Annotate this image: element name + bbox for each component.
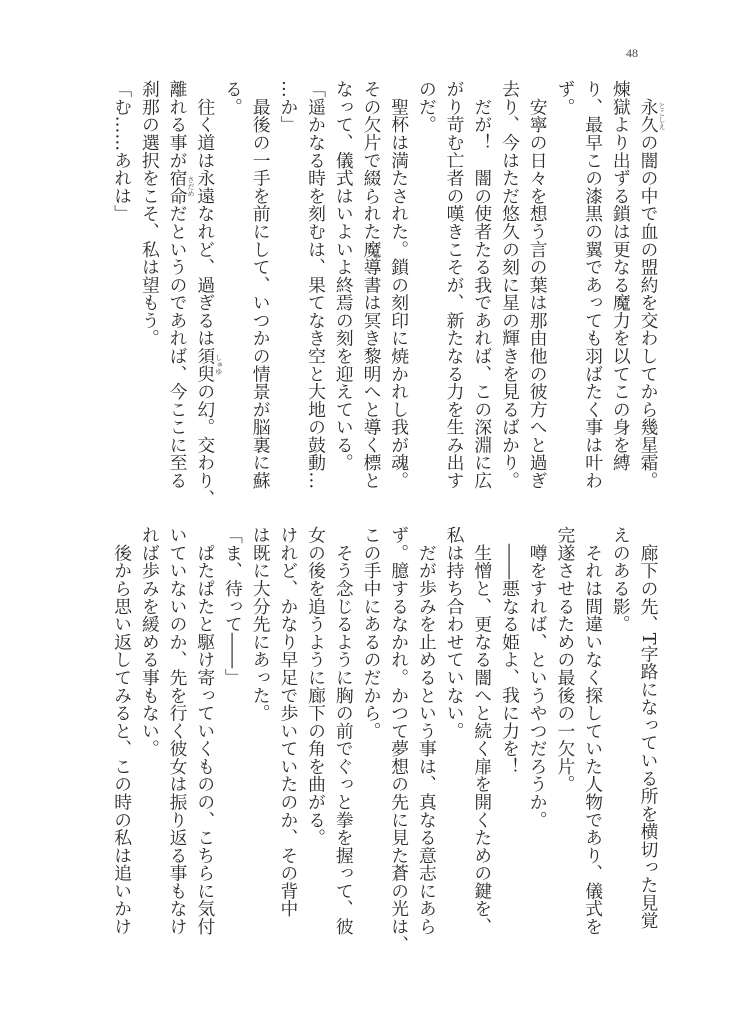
text-line: 「遥かなる時を刻むは、果てなき空と大地の鼓動… — [305, 80, 327, 490]
text-line: 離れる事が宿命だというのであれば、今ここに至る — [167, 80, 189, 490]
page-number: 48 — [626, 46, 638, 60]
text-line: 後から思い返してみると、この時の私は追いかけ — [111, 526, 133, 936]
text-line: 永久の闇の中で血の盟約を交わしてから幾星霜。 — [638, 80, 659, 490]
ruby-reading: しゅゆ — [214, 354, 223, 376]
text-line: のだ。 — [416, 80, 438, 134]
text-line: だが歩みを止めるという事は、真なる意志にあら — [416, 526, 438, 936]
text-line: ぱたぱたと駆け寄っていくものの、こちらに気付 — [194, 526, 216, 936]
text-line: 最後の一手を前にして、いつかの情景が脳裏に蘇 — [250, 80, 272, 490]
text-line: …か」 — [277, 80, 299, 134]
text-line: 完遂させるための最後の一欠片。 — [554, 526, 576, 793]
text-line: 去り、今はただ悠久の刻に星の輝きを見るばかり。 — [499, 80, 521, 490]
text-line: えのある影。 — [610, 526, 632, 633]
text-line: その欠片で綴られた魔導書は冥き黎明へと導く標と — [360, 80, 382, 490]
text-line: それは間違いなく探していた人物であり、儀式を — [582, 526, 604, 936]
text-line: ず。 — [554, 80, 576, 116]
text-line: 「む……あれは」 — [111, 80, 133, 223]
text-line: 生憎と、更なる闇へと続く扉を開くための鍵を、 — [471, 526, 493, 936]
text-line: れば歩みを緩める事もない。 — [139, 526, 161, 758]
text-line: 煉獄より出ずる鎖は更なる魔力を以てこの身を縛 — [610, 80, 632, 472]
text-line: ――悪なる姫よ、我に力を！ — [499, 526, 521, 776]
text-line: この手中にあるのだから。 — [360, 526, 382, 740]
text-line: ず。臆するなかれ。かつて夢想の先に見た蒼の光は、 — [388, 526, 410, 953]
upper-text-block — [108, 80, 662, 507]
text-line: 往く道は永遠なれど、過ぎるは須臾の幻。交わり、 — [194, 80, 216, 507]
text-line: いていないのか、先を行く彼女は振り返る事もなけ — [167, 526, 189, 936]
text-line: だが！ 闇の使者たる我であれば、この深淵に広 — [471, 80, 493, 490]
text-line: 女の後を追うように廊下の角を曲がる。 — [305, 526, 327, 847]
text-line: けれど、かなり早足で歩いていたのか、その背中 — [277, 526, 299, 918]
lower-text-block — [108, 526, 662, 953]
text-line: 刹那の選択をこそ、私は望もう。 — [139, 80, 161, 347]
text-line: り、最早この漆黒の翼であっても羽ばたく事は叶わ — [582, 80, 604, 490]
ruby-reading: さだめ — [187, 176, 196, 198]
text-line: 「ま、待って――」 — [222, 526, 244, 687]
text-line: 安寧の日々を想う言の葉は那由他の彼方へと過ぎ — [527, 80, 549, 490]
text-line: 噂をすれば、というやつだろうか。 — [527, 526, 549, 829]
text-line: 私は持ち合わせていない。 — [444, 526, 466, 740]
text-line: がり苛む亡者の嘆きこそが、新たなる力を生み出す — [444, 80, 466, 490]
text-line: る。 — [222, 80, 244, 116]
ruby-reading: とこしえ — [658, 101, 666, 130]
text-line: は既に大分先にあった。 — [250, 526, 272, 722]
text-line: 廊下の先、T字路になっている所を横切った見覚 — [638, 526, 659, 930]
text-line: なって、儀式はいよいよ終焉の刻を迎えている。 — [333, 80, 355, 472]
text-line: そう念じるように胸の前でぐっと拳を握って、彼 — [333, 526, 355, 936]
text-line: 聖杯は満たされた。鎖の刻印に焼かれし我が魂。 — [388, 80, 410, 490]
